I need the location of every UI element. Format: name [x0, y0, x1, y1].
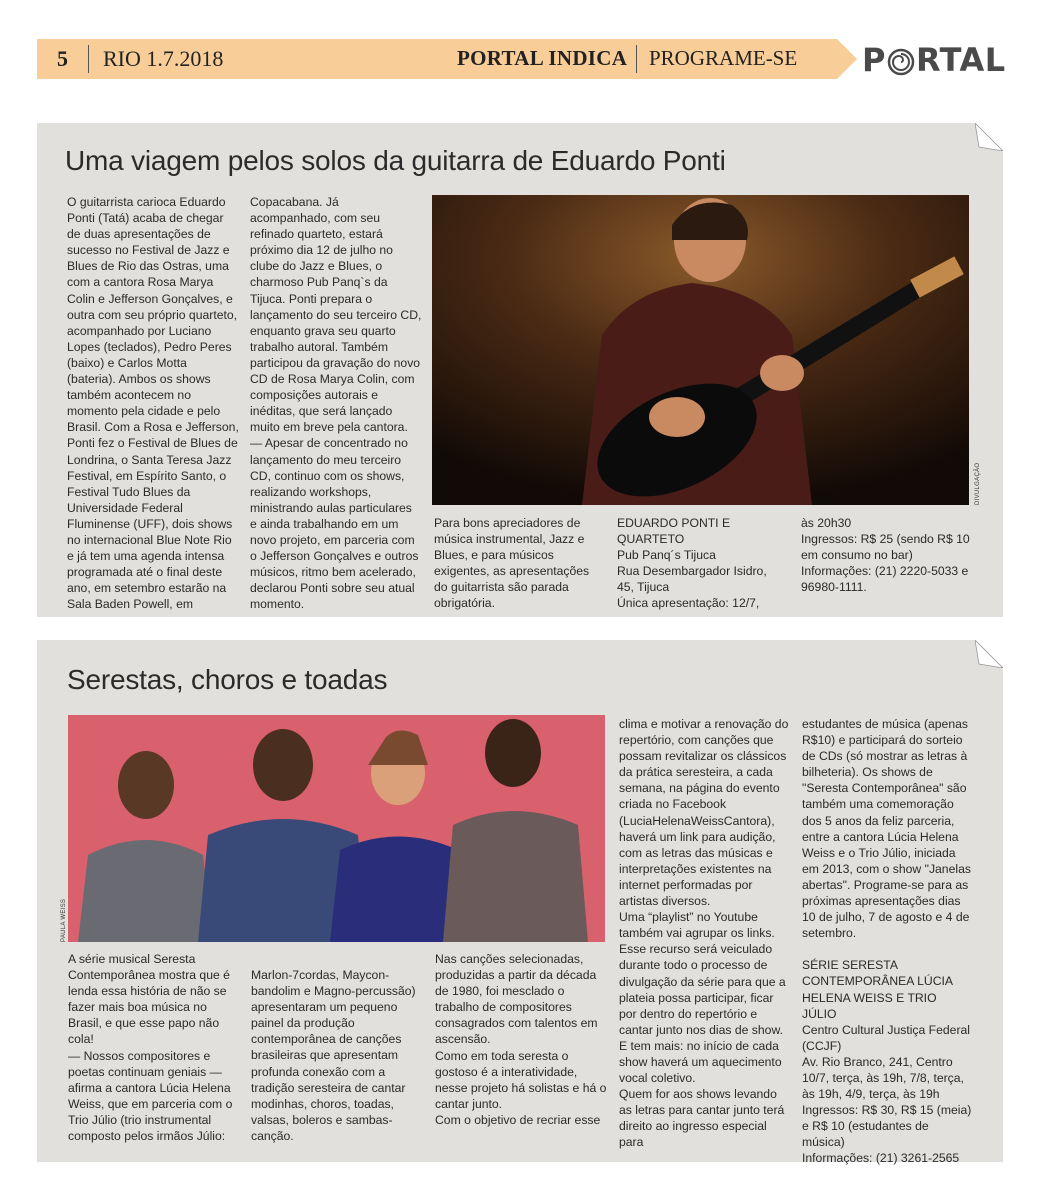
paragraph: Uma “playlist” no Youtube também vai agrupar os links. Esse recurso será veiculado durante todo o processo de divulgação da série para que a plateia possa participar, ficar por dentro do repertório e cantar junto nos dias de show. [619, 910, 786, 1037]
event-name: EDUARDO PONTI E QUARTETO [617, 516, 731, 547]
paragraph: Nas canções selecionadas, produzidas a partir da década de 1980, foi mesclado o trabalho de compositores consagrados com talentos em ascensão. [435, 952, 598, 1047]
article-column-2 [250, 194, 422, 612]
event-info [617, 515, 787, 612]
subsection-name: PROGRAME-SE [649, 46, 798, 70]
page-fold-corner [975, 640, 1003, 668]
guitarist-photo [432, 195, 969, 505]
event-info-continued [801, 515, 973, 595]
article-panel-guitar [37, 123, 1003, 617]
paragraph: A série musical Seresta Contemporânea mostra que é lenda essa história de não se fazer mais boa música no Brasil, e que esse papo não cola! [68, 952, 230, 1047]
article-title: Serestas, choros e toadas [67, 664, 388, 695]
paragraph: estudantes de música (apenas R$10) e participará do sorteio de CDs (só mostrar as letras à bilheteria). Os shows de "Seresta Contemporânea" são também uma comemoração dos 5 anos da feliz parceria, entre a cantora Lúcia Helena Weiss e o Trio Júlio, iniciada em 2013, com o show "Janelas abertas". Programe-se para as próximas apresentações dias 10 de julho, 7 de agosto e 4 de setembro. [802, 717, 971, 941]
event-tickets: Ingressos: R$ 25 (sendo R$ 10 em consumo no bar) [801, 532, 970, 563]
logo-letter: P [862, 41, 886, 79]
caption-text: Para bons apreciadores de música instrumental, Jazz e Blues, e para músicos exigentes, as apresentações do guitarrista são parada obrigatória. [434, 516, 590, 611]
article-column-1 [67, 194, 239, 612]
section-name: PORTAL INDICA [457, 46, 628, 70]
header-divider [636, 45, 637, 73]
paragraph: E tem mais: no início de cada show haverá um aquecimento vocal coletivo. [619, 1038, 782, 1086]
article-column-5 [802, 716, 974, 1167]
spiral-icon [887, 46, 915, 74]
event-address: Rua Desembargador Isidro, 45, Tijuca [617, 564, 767, 595]
article-column-2 [251, 967, 423, 1144]
portal-logo [862, 40, 1006, 80]
edition-date: RIO 1.7.2018 [103, 46, 224, 71]
paragraph: Copacabana. Já acompanhado, com seu refinado quarteto, estará próximo dia 12 de julho no clube do Jazz e Blues, o charmoso Pub Panq`s da Tijuca. Ponti prepara o lançamento do seu terceiro CD, enquanto grava seu quarto trabalho autoral. Também participou da gravação do novo CD de Rosa Marya Colin, com composições autorais e inéditas, que será lançado muito em breve pela cantora. [250, 195, 422, 435]
header-arrow [837, 39, 857, 79]
paragraph: Com o objetivo de recriar esse [435, 1112, 601, 1127]
group-photo [68, 715, 605, 942]
article-column-4 [619, 716, 791, 1151]
paragraph: — Apesar de concentrado no lançamento do meu terceiro CD, continuo com os shows, realizando workshops, ministrando aulas particulares e ainda trabalhando em um novo projeto, em parceria com o Jefferson Gonçalves e outros músicos, ritmo bem acelerado, declarou Ponti sobre seu atual momento. [250, 436, 419, 612]
article-panel-seresta [37, 640, 1003, 1166]
event-time: às 20h30 [801, 516, 852, 530]
paragraph: — Nossos compositores e poetas continuam geniais — afirma a cantora Lúcia Helena Weiss, que em parceria com o Trio Júlio (trio instrumental composto pelos irmãos Júlio: [68, 1048, 233, 1144]
photo-credit: PAULA WEISS [61, 898, 67, 942]
paragraph: O guitarrista carioca Eduardo Ponti (Tatá) acaba de chegar de duas apresentações de sucesso no Festival de Jazz e Blues de Rio das Ostras, uma com a cantora Rosa Marya Colin e Jefferson Gonçalves, e outra com seu próprio quarteto, acompanhado por Luciano Lopes (teclados), Pedro Peres (baixo) e Carlos Motta (bateria). Ambos os shows também acontecem no momento pela cidade e pelo Brasil. Com a Rosa e Jefferson, Ponti fez o Festival de Blues de Londrina, o Santa Teresa Jazz Festival, em Espírito Santo, o Festival Tudo Blues da Universidade Federal Fluminense (UFF), dois shows no internacional Blue Note Rio e já tem uma agenda intensa programada até o final deste ano, em setembro estarão na Sala Baden Powell, em [67, 195, 239, 612]
photo-credit: DIVULGAÇÃO [975, 462, 981, 505]
header-divider [88, 45, 89, 73]
article-column-3 [435, 951, 607, 1128]
event-name: SÉRIE SERESTA CONTEMPORÂNEA LÚCIA HELENA WEISS E TRIO JÚLIO [802, 958, 953, 1021]
photo-caption [434, 515, 604, 612]
event-venue: Pub Panq´s Tijuca [617, 548, 716, 563]
page-number: 5 [57, 46, 68, 71]
event-tickets: Ingressos: R$ 30, R$ 15 (meia) e R$ 10 (estudantes de música) [802, 1103, 972, 1150]
event-address: Av. Rio Branco, 241, Centro [802, 1054, 953, 1069]
paragraph: Quem for aos shows levando as letras para cantar junto terá direito ao ingresso especial para [619, 1087, 785, 1150]
event-phone: Informações: (21) 2220-5033 e 96980-1111. [801, 564, 969, 595]
spacer [802, 941, 974, 957]
article-column-1 [68, 951, 240, 1144]
page-fold-corner [975, 123, 1003, 151]
paragraph: Como em toda seresta o gostoso é a interatividade, nesse projeto há solistas e há o cantar junto. [435, 1048, 607, 1111]
logo-letters: RTAL [915, 41, 1006, 79]
paragraph: clima e motivar a renovação do repertório, com canções que possam revitalizar os clássicos da prática seresteira, a cada semana, na página do evento criada no Facebook (LuciaHelenaWeissCantora), haverá um link para audição, com as letras das músicas e interpretações existentes na internet performadas por artistas diversos. [619, 717, 789, 909]
event-schedule: 10/7, terça, às 19h, 7/8, terça, às 19h, 4/9, terça, às 19h [802, 1070, 964, 1102]
event-venue: Centro Cultural Justiça Federal (CCJF) [802, 1022, 970, 1053]
event-date: Única apresentação: 12/7, [617, 596, 760, 611]
page-header [37, 39, 837, 79]
article-title: Uma viagem pelos solos da guitarra de Eduardo Ponti [65, 145, 726, 176]
paragraph: Marlon-7cordas, Maycon-bandolim e Magno-percussão) apresentaram um pequeno painel da produção contemporânea de canções brasileiras que apresentam profunda conexão com a tradição seresteira de cantar modinhas, choros, toadas, valsas, boleros e sambas-canção. [251, 968, 416, 1143]
event-phone: Informações: (21) 3261-2565 [802, 1151, 960, 1166]
